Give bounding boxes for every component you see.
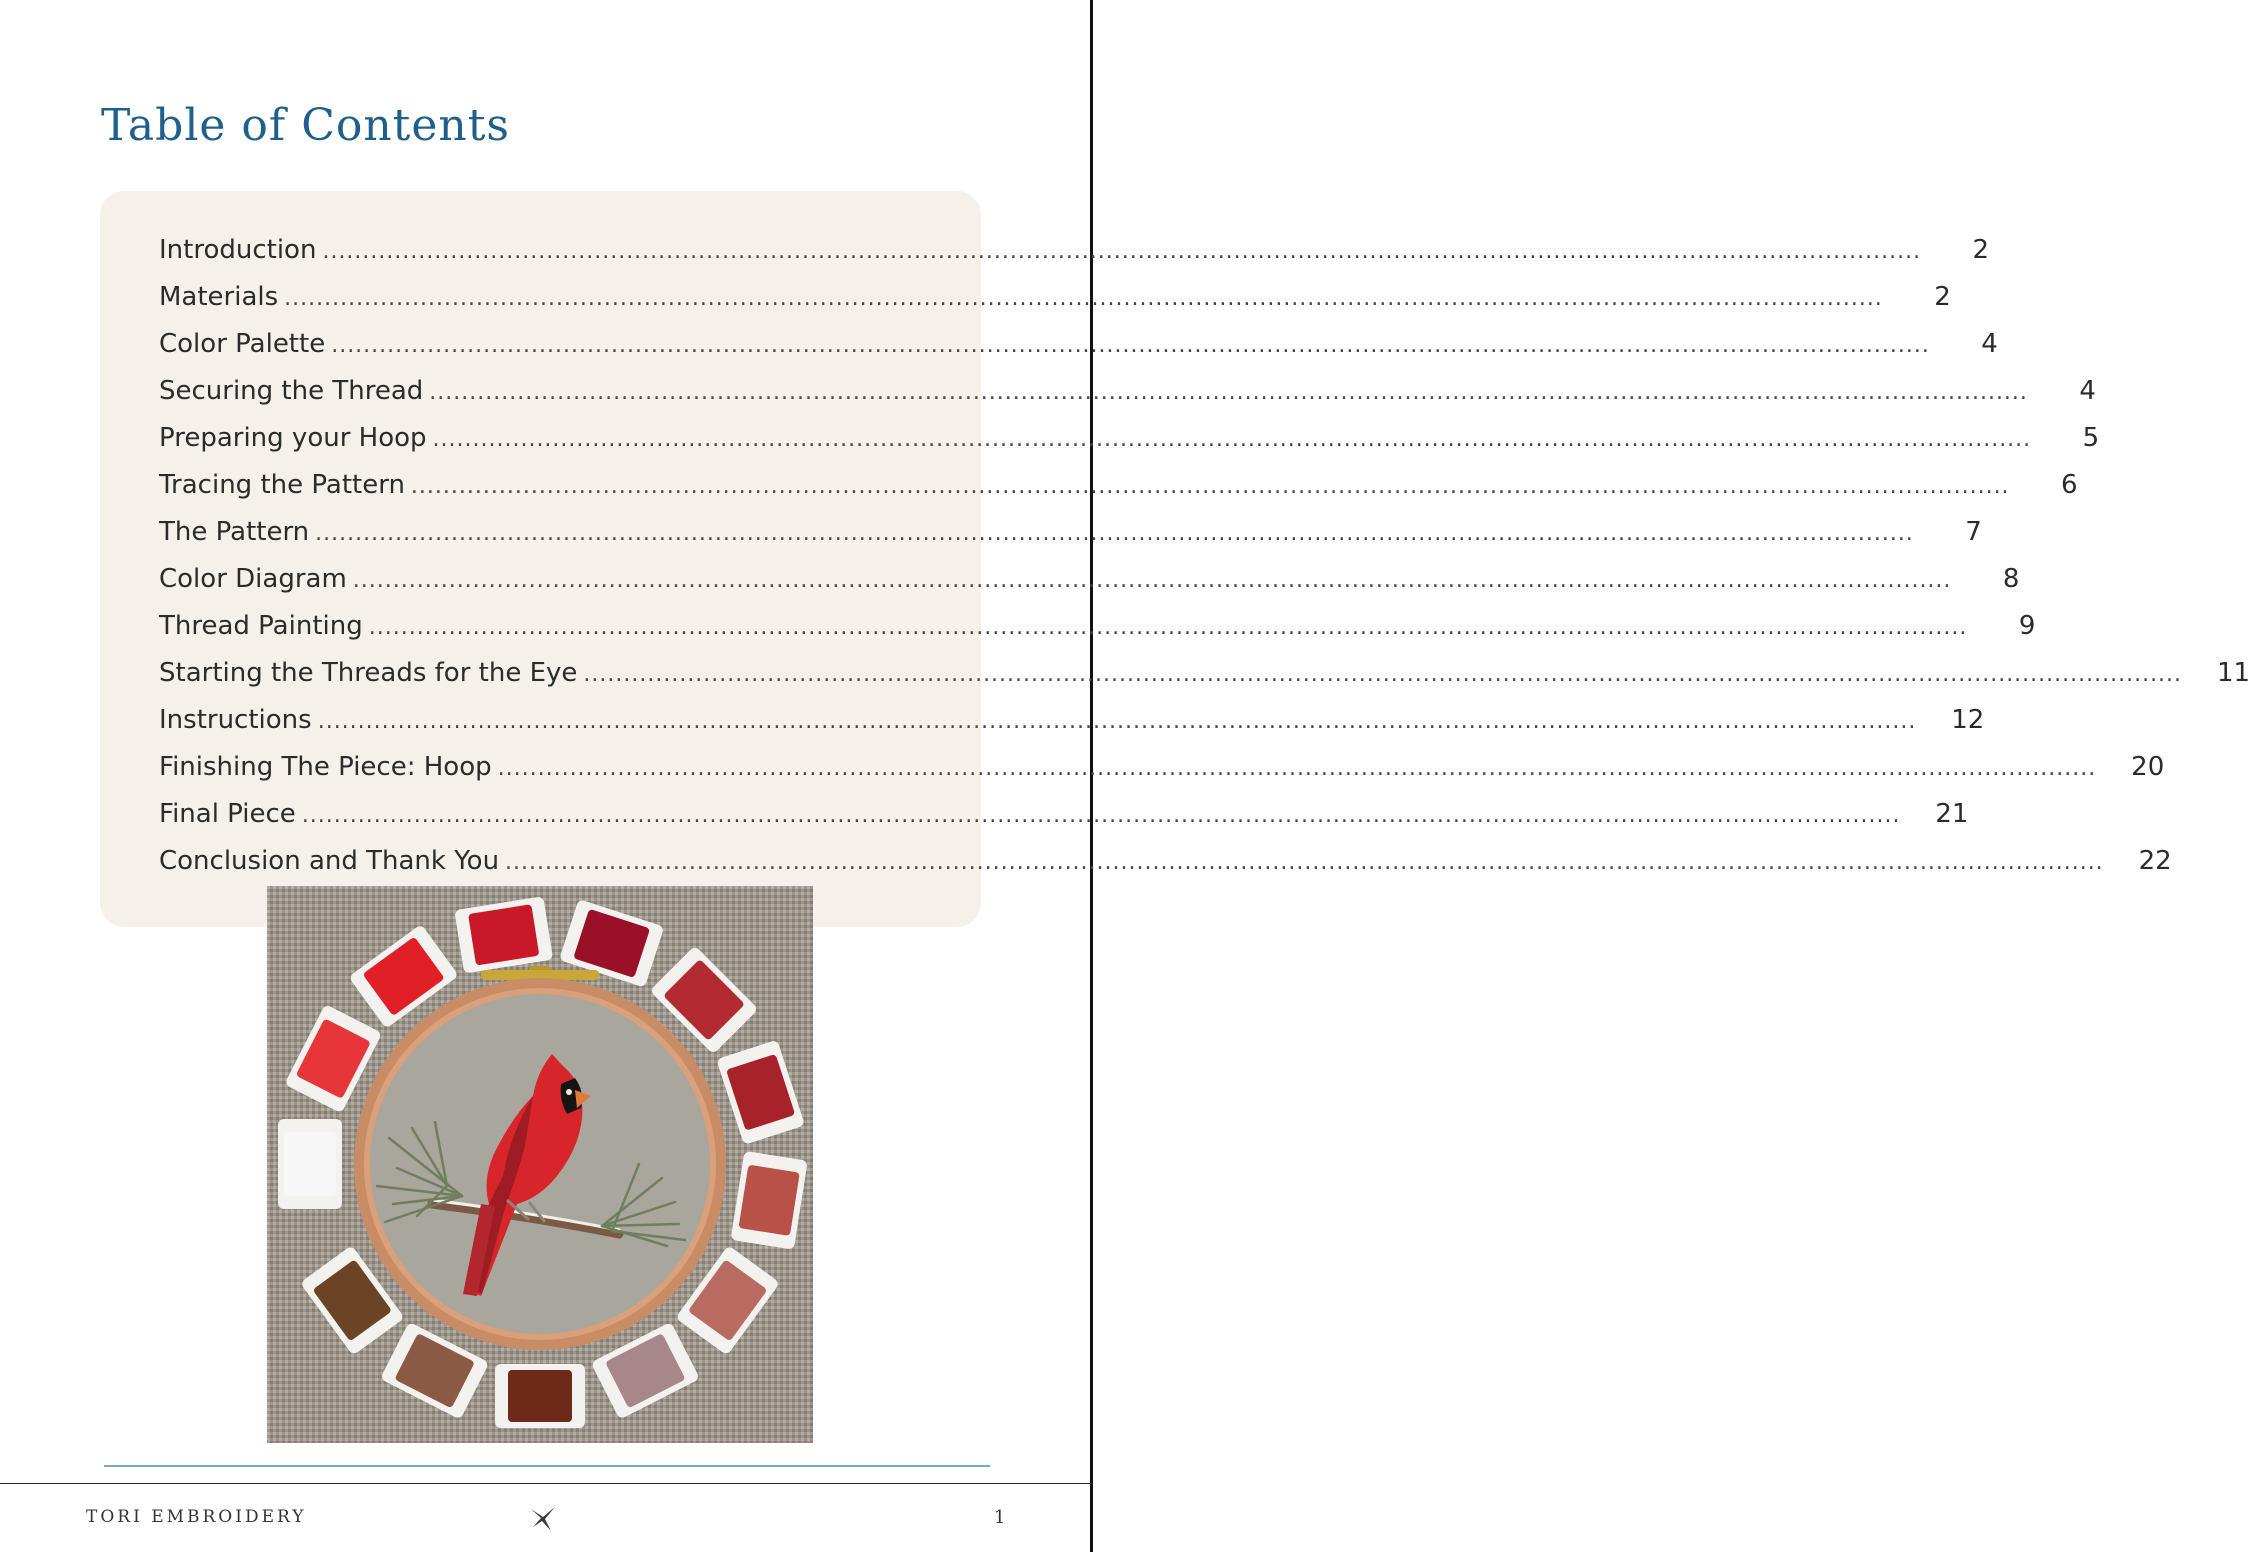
toc-entry-title: Conclusion and Thank You: [159, 845, 500, 876]
toc-leader-dots: ........................................................................................................................................................................................................: [317, 709, 1917, 734]
toc-entry-page: 22: [2138, 845, 2172, 876]
cardinal-embroidery-photo: [267, 886, 813, 1443]
toc-entry-page: 5: [2082, 422, 2100, 453]
toc-entry-title: Introduction: [159, 234, 317, 265]
toc-entry-title: Tracing the Pattern: [159, 469, 405, 500]
toc-list: [159, 226, 2250, 884]
toc-entry-page: 20: [2131, 751, 2165, 782]
toc-row[interactable]: [159, 320, 1998, 367]
footer-brand: TORI EMBROIDERY: [86, 1507, 307, 1527]
toc-leader-dots: ........................................................................................................................................................................................................: [368, 615, 1968, 640]
toc-entry-title: Color Palette: [159, 328, 326, 359]
toc-entry-title: Thread Painting: [159, 610, 363, 641]
toc-entry-title: Color Diagram: [159, 563, 347, 594]
toc-leader-dots: ........................................................................................................................................................................................................: [315, 521, 1914, 546]
footer-border: [0, 1483, 1093, 1484]
toc-row[interactable]: [159, 461, 2078, 508]
toc-entry-page: 2: [1934, 281, 1951, 312]
toc-row[interactable]: [159, 508, 1982, 555]
toc-entry-page: 8: [2002, 563, 2020, 594]
toc-leader-dots: ........................................................................................................................................................................................................: [352, 568, 1952, 593]
toc-entry-page: 4: [1981, 328, 1998, 359]
toc-row[interactable]: [159, 837, 2172, 884]
toc-row[interactable]: [159, 226, 1990, 273]
toc-entry-page: 4: [2079, 375, 2096, 406]
toc-entry-title: Finishing The Piece: Hoop: [159, 751, 492, 782]
toc-row[interactable]: [159, 555, 2020, 602]
toc-entry-page: 9: [2018, 610, 2036, 641]
toc-entry-page: 12: [1951, 704, 1985, 735]
toc-leader-dots: ........................................................................................................................................................................................................: [583, 662, 2183, 687]
divider-line: [104, 1465, 990, 1467]
toc-entry-title: Final Piece: [159, 798, 296, 829]
toc-entry-title: Instructions: [159, 704, 312, 735]
toc-entry-title: Materials: [159, 281, 279, 312]
toc-row[interactable]: [159, 649, 2250, 696]
toc-entry-page: 2: [1972, 234, 1990, 265]
toc-row[interactable]: [159, 414, 2100, 461]
toc-leader-dots: ........................................................................................................................................................................................................: [497, 756, 2097, 781]
toc-leader-dots: ........................................................................................................................................................................................................: [432, 427, 2032, 452]
toc-leader-dots: ........................................................................................................................................................................................................: [301, 803, 1901, 828]
toc-leader-dots: ........................................................................................................................................................................................................: [505, 850, 2104, 875]
toc-row[interactable]: [159, 696, 1985, 743]
page-number: 1: [994, 1507, 1006, 1528]
toc-entry-page: 11: [2216, 657, 2250, 688]
toc-leader-dots: ........................................................................................................................................................................................................: [284, 286, 1883, 311]
toc-row[interactable]: [159, 602, 2036, 649]
toc-entry-title: Securing the Thread: [159, 375, 424, 406]
star-logo-icon: [529, 1505, 557, 1533]
toc-leader-dots: ........................................................................................................................................................................................................: [410, 474, 2010, 499]
toc-leader-dots: ........................................................................................................................................................................................................: [331, 333, 1930, 358]
toc-entry-page: 6: [2061, 469, 2078, 500]
toc-entry-page: 7: [1965, 516, 1982, 547]
toc-row[interactable]: [159, 790, 1969, 837]
toc-row[interactable]: [159, 273, 1951, 320]
toc-leader-dots: ........................................................................................................................................................................................................: [429, 380, 2028, 405]
toc-entry-title: Preparing your Hoop: [159, 422, 427, 453]
toc-entry-title: The Pattern: [159, 516, 310, 547]
toc-row[interactable]: [159, 367, 2096, 414]
toc-entry-page: 21: [1935, 798, 1969, 829]
page-title: Table of Contents: [101, 100, 511, 151]
toc-row[interactable]: [159, 743, 2165, 790]
toc-leader-dots: ........................................................................................................................................................................................................: [322, 239, 1922, 264]
toc-entry-title: Starting the Threads for the Eye: [159, 657, 578, 688]
